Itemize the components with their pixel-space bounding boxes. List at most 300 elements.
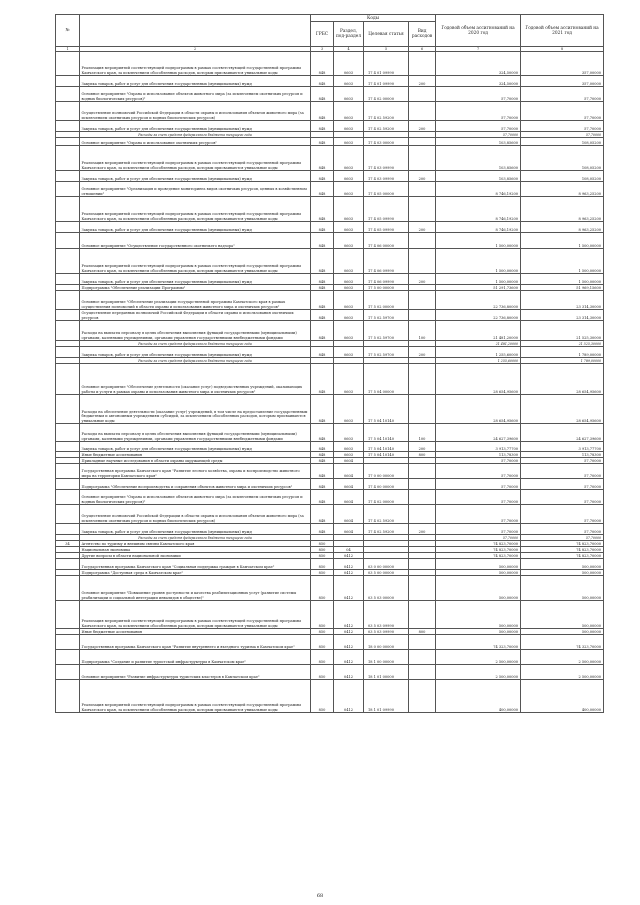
row-name: Реализация мероприятий соответствующей подпрограммы в рамках соответствующей государственной программы Камчатского края, за исключением обособленных расходов, которым присваиваются уникальные коды <box>80 680 311 713</box>
row-name: Основное мероприятие "Повышение уровня доступности и качества реабилитационных услуг (развитие системы реабилитации и социальной интеграции инвалидов в обществе)" <box>80 576 311 601</box>
row-name: Государственная программа Камчатского края "Социальная поддержка граждан в Камчатском крае" <box>80 559 311 570</box>
row-target-article: 17 5 04 10140 <box>364 442 409 452</box>
row-section: 04 <box>334 547 364 553</box>
row-section: 0603 <box>334 285 364 291</box>
row-amount-2021: 500,00000 <box>521 570 604 576</box>
row-name: Расходы за счет средств федерального бюджета текущего года <box>80 132 311 138</box>
row-amount-2021: 74 823,70000 <box>521 541 604 547</box>
row-amount-2021: 74 823,70000 <box>521 553 604 559</box>
row-target-article: 03 5 03 09990 <box>364 601 409 629</box>
row-amount-2021: 1 789,00000 <box>521 347 604 358</box>
row-section: 0604 <box>334 505 364 524</box>
table-row <box>56 479 604 490</box>
row-name: Реализация мероприятий соответствующей подпрограммы в рамках соответствующей государственной программы Камчатского края, за исключением обособленных расходов, которым присваиваются уникальные коды <box>80 601 311 629</box>
row-number <box>56 146 80 171</box>
row-amount-2020: 57,70000 <box>436 102 521 121</box>
row-expense-type: 800 <box>409 452 436 458</box>
table-row <box>56 76 604 87</box>
row-amount-2020: 57,70000 <box>436 87 521 102</box>
header-name <box>80 15 311 47</box>
row-target-article: 17 5 02 00000 <box>364 291 409 310</box>
row-amount-2020: 22 736,80000 <box>436 310 521 321</box>
row-name: Реализация мероприятий соответствующей подпрограммы в рамках соответствующей государственной программы Камчатского края, за исключением обособленных расходов, которым присваиваются уникальные коды <box>80 52 311 76</box>
row-name: Основное мероприятие "Обеспечение деятельности (оказание услуг) подведомственных учреждений, оказывающих работы и услуги в рамках охраны и использования животного мира и охотничьих ресурсов" <box>80 364 311 395</box>
row-section: 0603 <box>334 182 364 197</box>
row-number <box>56 76 80 87</box>
row-name: Основное мероприятие "Обеспечение реализации государственной программы Камчатского края в рамках осуществления полномочий в области охраны и использования животного мира и охотничьих ресурсов" <box>80 291 311 310</box>
row-name: Основное мероприятие "Организация и проведение мониторинга видов охотничьих ресурсов, ценных в хозяйственном отношении" <box>80 182 311 197</box>
row-grbs: 848 <box>311 458 334 464</box>
row-number <box>56 347 80 358</box>
row-number <box>56 635 80 650</box>
row-number <box>56 321 80 341</box>
row-amount-2021: 24 627,39600 <box>521 424 604 442</box>
row-target-article: 17 5 04 10140 <box>364 452 409 458</box>
row-section: 0603 <box>334 364 364 395</box>
row-target-article: 17 4 02 00000 <box>364 87 409 102</box>
row-expense-type <box>409 601 436 629</box>
row-grbs: 850 <box>311 570 334 576</box>
row-amount-2020: 21 481,20000 <box>436 321 521 341</box>
row-expense-type <box>409 102 436 121</box>
row-amount-2021: 108,05200 <box>521 146 604 171</box>
row-amount-2021: 113,78300 <box>521 452 604 458</box>
row-target-article: 17 4 01 09990 <box>364 76 409 87</box>
row-number <box>56 505 80 524</box>
row-grbs: 850 <box>311 559 334 570</box>
row-number <box>56 87 80 102</box>
row-target-article: 03 5 03 09990 <box>364 629 409 635</box>
row-grbs: 850 <box>311 665 334 680</box>
budget-table-body <box>56 52 604 713</box>
row-name: Подпрограмма "Доступная среда в Камчатском крае" <box>80 570 311 576</box>
row-name: Основное мероприятие "Охрана и использование охотничьих ресурсов" <box>80 138 311 146</box>
row-amount-2021: 3 913,77700 <box>521 442 604 452</box>
row-amount-2021: 500,00000 <box>521 601 604 629</box>
index-cell: 6 <box>409 47 436 52</box>
row-amount-2020: 500,00000 <box>436 629 521 635</box>
table-row <box>56 505 604 524</box>
index-cell: 3 <box>311 47 334 52</box>
row-section: 0603 <box>334 347 364 358</box>
row-number <box>56 121 80 132</box>
row-name: Расходы на выплаты персоналу в целях обеспечения выполнения функций государственными (муниципальными) органами, казенными учреждениями, органами управления государственными внебюджетными фондами <box>80 321 311 341</box>
row-amount-2020: 57,70000 <box>436 121 521 132</box>
row-amount-2020: 500,00000 <box>436 576 521 601</box>
row-expense-type <box>409 233 436 249</box>
row-section: 0604 <box>334 464 364 479</box>
row-section: 0603 <box>334 146 364 171</box>
row-name: Государственная программа Камчатского края "Развитие лесного хозяйства, охрана и воспроизводство животного мира на территории Камчатского края" <box>80 464 311 479</box>
row-target-article: 17 4 03 09990 <box>364 146 409 171</box>
row-grbs: 848 <box>311 452 334 458</box>
row-amount-2021: 51 969,15600 <box>521 285 604 291</box>
row-amount-2020: 1 255,60000 <box>436 347 521 358</box>
table-row <box>56 576 604 601</box>
row-name: Прикладные научные исследования в области охраны окружающей среды <box>80 458 311 464</box>
row-name: Расходы за счет средств федерального бюджета текущего года <box>80 358 311 364</box>
page-number: 68 <box>316 893 324 899</box>
row-name: Подпрограмма "Обеспечение реализации Программы" <box>80 285 311 291</box>
index-cell: 8 <box>521 47 604 52</box>
row-amount-2021: 57,70000 <box>521 458 604 464</box>
header-section: Раздел, под-раздел <box>334 22 364 47</box>
table-row <box>56 395 604 424</box>
row-grbs: 848 <box>311 464 334 479</box>
row-number <box>56 479 80 490</box>
row-number <box>56 102 80 121</box>
row-grbs: 848 <box>311 146 334 171</box>
row-expense-type <box>409 146 436 171</box>
row-amount-2020: 57,70000 <box>436 524 521 535</box>
row-number <box>56 182 80 197</box>
row-grbs: 848 <box>311 364 334 395</box>
row-target-article: 17 4 01 09990 <box>364 52 409 76</box>
row-name: Закупка товаров, работ и услуг для обеспечения государственных (муниципальных) нужд <box>80 524 311 535</box>
row-expense-type <box>409 559 436 570</box>
row-amount-2021: 57,70000 <box>521 121 604 132</box>
row-amount-2020: 3 913,77700 <box>436 442 521 452</box>
row-name: Агентство по туризму и внешним связям Камчатского края <box>80 541 311 547</box>
row-section: 0412 <box>334 553 364 559</box>
row-target-article: 17 0 00 00000 <box>364 464 409 479</box>
row-amount-2021: 28 654,95600 <box>521 395 604 424</box>
row-name: Расходы за счет средств федерального бюджета текущего года <box>80 535 311 541</box>
row-number <box>56 464 80 479</box>
row-section: 0603 <box>334 233 364 249</box>
row-amount-2020: 8 746,19200 <box>436 222 521 233</box>
index-cell: 4 <box>334 47 364 52</box>
row-amount-2021: 1 500,00000 <box>521 249 604 274</box>
header-year-2020: Годовой объем ассигнований на 2020 год <box>436 15 521 47</box>
row-name: Основное мероприятие "Охрана и использование объектов животного мира (за исключением охотничьих ресурсов и водных биологических ресурсов)" <box>80 490 311 505</box>
row-expense-type <box>409 505 436 524</box>
table-row <box>56 364 604 395</box>
row-target-article: 03 5 03 00000 <box>364 576 409 601</box>
row-name: Основное мероприятие "Охрана и использование объектов животного мира (за исключением охотничьих ресурсов и водных биологических ресурсов)" <box>80 87 311 102</box>
row-grbs: 848 <box>311 121 334 132</box>
row-target-article: 17 4 05 00000 <box>364 182 409 197</box>
header-target: Целевая статья <box>364 22 409 47</box>
row-grbs: 850 <box>311 629 334 635</box>
row-target-article: 17 4 02 59200 <box>364 505 409 524</box>
row-grbs: 850 <box>311 547 334 553</box>
row-expense-type <box>409 479 436 490</box>
row-section: 0603 <box>334 249 364 274</box>
row-target-article: 17 5 04 00000 <box>364 364 409 395</box>
row-number <box>56 524 80 535</box>
table-row <box>56 321 604 341</box>
row-number <box>56 665 80 680</box>
row-amount-2020: 500,00000 <box>436 559 521 570</box>
row-section: 0412 <box>334 635 364 650</box>
row-amount-2021: 57,70000 <box>521 102 604 121</box>
row-amount-2021: 357,00000 <box>521 76 604 87</box>
row-amount-2020: 103,85600 <box>436 146 521 171</box>
row-number <box>56 650 80 665</box>
row-grbs: 848 <box>311 197 334 222</box>
row-expense-type <box>409 87 436 102</box>
row-amount-2020: 28 654,95600 <box>436 364 521 395</box>
row-amount-2020: 2 500,00000 <box>436 665 521 680</box>
row-section: 0412 <box>334 570 364 576</box>
row-expense-type: 200 <box>409 171 436 182</box>
row-target-article: 17 4 05 09990 <box>364 222 409 233</box>
row-amount-2021: 357,00000 <box>521 52 604 76</box>
row-amount-2020: 57,70000 <box>436 132 521 138</box>
row-amount-2021: 28 654,95600 <box>521 364 604 395</box>
row-expense-type: 800 <box>409 629 436 635</box>
row-number <box>56 442 80 452</box>
row-amount-2020: 21 481,20000 <box>436 341 521 347</box>
row-grbs: 848 <box>311 321 334 341</box>
row-expense-type <box>409 364 436 395</box>
row-section: 0603 <box>334 291 364 310</box>
row-amount-2020: 8 746,19200 <box>436 182 521 197</box>
row-expense-type <box>409 291 436 310</box>
budget-table-sheet <box>55 14 603 713</box>
row-name: Реализация мероприятий соответствующей подпрограммы в рамках соответствующей государственной программы Камчатского края, за исключением обособленных расходов, которым присваиваются уникальные коды <box>80 249 311 274</box>
row-grbs: 850 <box>311 680 334 713</box>
row-name: Иные бюджетные ассигнования <box>80 452 311 458</box>
row-grbs: 848 <box>311 505 334 524</box>
row-expense-type <box>409 680 436 713</box>
row-section: 0412 <box>334 576 364 601</box>
row-target-article: 17 5 04 10140 <box>364 424 409 442</box>
row-number <box>56 171 80 182</box>
row-name: Закупка товаров, работ и услуг для обеспечения государственных (муниципальных) нужд <box>80 274 311 285</box>
row-name: Реализация мероприятий соответствующей подпрограммы в рамках соответствующей государственной программы Камчатского края, за исключением обособленных расходов, которым присваиваются уникальные коды <box>80 197 311 222</box>
row-name: Расходы на обеспечение деятельности (оказание услуг) учреждений, в том числе на предоставление государственным бюджетным и автономным учреждениям субсидий, за исключением обособленных расходов, которым присваиваются уникальные коды <box>80 395 311 424</box>
row-amount-2021: 8 963,25200 <box>521 222 604 233</box>
row-name: Основное мероприятие "Осуществление государственного охотничьего надзора" <box>80 233 311 249</box>
row-expense-type <box>409 490 436 505</box>
row-section: 0603 <box>334 395 364 424</box>
row-amount-2020: 74 323,70000 <box>436 635 521 650</box>
row-grbs: 848 <box>311 138 334 146</box>
row-name: Государственная программа Камчатского края "Развитие внутреннего и въездного туризма в Камчатском крае" <box>80 635 311 650</box>
row-expense-type: 200 <box>409 524 436 535</box>
row-expense-type: 200 <box>409 121 436 132</box>
table-row <box>56 121 604 132</box>
row-amount-2021: 108,05200 <box>521 171 604 182</box>
row-grbs: 848 <box>311 395 334 424</box>
row-amount-2020: 1 500,00000 <box>436 233 521 249</box>
row-name: Основное мероприятие "Развитие инфраструктуры туристских кластеров в Камчатском крае" <box>80 665 311 680</box>
row-amount-2020: 57,70000 <box>436 505 521 524</box>
row-grbs: 848 <box>311 424 334 442</box>
row-name: Закупка товаров, работ и услуг для обеспечения государственных (муниципальных) нужд <box>80 171 311 182</box>
row-number <box>56 424 80 442</box>
row-amount-2020: 22 736,80000 <box>436 291 521 310</box>
row-name: Реализация мероприятий соответствующей подпрограммы в рамках соответствующей государственной программы Камчатского края, за исключением обособленных расходов, которым присваиваются уникальные коды <box>80 146 311 171</box>
row-section: 0412 <box>334 629 364 635</box>
row-grbs: 848 <box>311 76 334 87</box>
row-grbs: 850 <box>311 553 334 559</box>
row-section: 0603 <box>334 442 364 452</box>
row-target-article: 17 4 05 09990 <box>364 197 409 222</box>
row-amount-2021: 21 525,30000 <box>521 341 604 347</box>
table-row <box>56 424 604 442</box>
row-name: Осуществление переданных полномочий Российской Федерации в области охраны и использования охотничьих ресурсов <box>80 310 311 321</box>
row-number <box>56 601 80 629</box>
header-num: № <box>56 15 80 47</box>
table-row <box>56 52 604 76</box>
row-grbs: 848 <box>311 233 334 249</box>
row-amount-2020: 57,70000 <box>436 490 521 505</box>
table-row <box>56 442 604 452</box>
row-grbs: 848 <box>311 52 334 76</box>
row-amount-2020: 24 627,39600 <box>436 424 521 442</box>
table-row <box>56 310 604 321</box>
row-grbs: 848 <box>311 222 334 233</box>
row-number <box>56 559 80 570</box>
row-number <box>56 310 80 321</box>
row-amount-2020: 324,50000 <box>436 52 521 76</box>
table-row <box>56 102 604 121</box>
row-target-article: 18 1 01 09990 <box>364 680 409 713</box>
row-amount-2020: 103,85600 <box>436 138 521 146</box>
row-section: 0604 <box>334 490 364 505</box>
row-amount-2020: 324,50000 <box>436 76 521 87</box>
row-name: Закупка товаров, работ и услуг для обеспечения государственных (муниципальных) нужд <box>80 121 311 132</box>
row-amount-2020: 103,85600 <box>436 171 521 182</box>
row-amount-2021: 74 323,70000 <box>521 635 604 650</box>
row-target-article: 17 4 06 00000 <box>364 233 409 249</box>
row-section: 0603 <box>334 121 364 132</box>
row-grbs: 850 <box>311 650 334 665</box>
row-section: 0603 <box>334 76 364 87</box>
row-section: 0603 <box>334 222 364 233</box>
row-expense-type <box>409 249 436 274</box>
row-name: Иные бюджетные ассигнования <box>80 629 311 635</box>
row-section: 0603 <box>334 102 364 121</box>
row-section: 0603 <box>334 310 364 321</box>
table-row <box>56 197 604 222</box>
table-row <box>56 464 604 479</box>
row-grbs: 848 <box>311 291 334 310</box>
row-number <box>56 233 80 249</box>
row-section: 0603 <box>334 87 364 102</box>
row-number <box>56 249 80 274</box>
row-amount-2021: 57,70000 <box>521 87 604 102</box>
table-row <box>56 182 604 197</box>
row-expense-type: 200 <box>409 76 436 87</box>
row-expense-type <box>409 197 436 222</box>
row-expense-type <box>409 665 436 680</box>
row-number <box>56 138 80 146</box>
row-target-article: 17 5 02 59700 <box>364 321 409 341</box>
row-amount-2020: 1 255,60000 <box>436 358 521 364</box>
row-grbs: 848 <box>311 274 334 285</box>
row-target-article: 03 5 00 00000 <box>364 570 409 576</box>
header-row-top <box>56 15 604 22</box>
header-vid: Вид расходов <box>409 22 436 47</box>
row-section: 0603 <box>334 424 364 442</box>
row-amount-2021: 57,70000 <box>521 505 604 524</box>
table-row <box>56 138 604 146</box>
table-row <box>56 347 604 358</box>
row-amount-2020: 74 823,70000 <box>436 553 521 559</box>
header-year-2021: Годовой объем ассигнований на 2021 год <box>521 15 604 47</box>
row-amount-2021: 8 963,25200 <box>521 182 604 197</box>
table-row <box>56 233 604 249</box>
row-section: 0603 <box>334 452 364 458</box>
table-row <box>56 524 604 535</box>
row-grbs: 848 <box>311 249 334 274</box>
row-section: 0603 <box>334 171 364 182</box>
row-amount-2021: 57,70000 <box>521 479 604 490</box>
row-grbs: 850 <box>311 635 334 650</box>
row-target-article: 17 4 00 00000 <box>364 479 409 490</box>
row-name: Осуществление полномочий Российской Федерации в области охраны и использования объектов животного мира (за исключением охотничьих ресурсов и водных биологических ресурсов) <box>80 102 311 121</box>
row-section: 0603 <box>334 197 364 222</box>
row-expense-type: 200 <box>409 274 436 285</box>
row-section: 0603 <box>334 321 364 341</box>
row-amount-2020: 57,70000 <box>436 458 521 464</box>
row-number <box>56 490 80 505</box>
header-codes-group: Коды <box>311 15 436 22</box>
row-amount-2021: 108,05200 <box>521 138 604 146</box>
row-name: Закупка товаров, работ и услуг для обеспечения государственных (муниципальных) нужд <box>80 347 311 358</box>
row-section: 0412 <box>334 665 364 680</box>
row-expense-type: 200 <box>409 442 436 452</box>
row-grbs: 850 <box>311 576 334 601</box>
row-amount-2020: 1 500,00000 <box>436 249 521 274</box>
row-grbs: 848 <box>311 87 334 102</box>
row-amount-2020: 400,00000 <box>436 680 521 713</box>
row-name: Национальная экономика <box>80 547 311 553</box>
row-expense-type <box>409 576 436 601</box>
row-target-article: 17 5 02 59700 <box>364 347 409 358</box>
row-grbs: 848 <box>311 102 334 121</box>
row-grbs: 848 <box>311 171 334 182</box>
index-cell: 2 <box>80 47 311 52</box>
row-grbs: 848 <box>311 479 334 490</box>
row-grbs: 848 <box>311 347 334 358</box>
table-row <box>56 171 604 182</box>
row-grbs: 848 <box>311 310 334 321</box>
table-row <box>56 490 604 505</box>
row-section: 0604 <box>334 458 364 464</box>
row-grbs: 848 <box>311 285 334 291</box>
row-target-article: 18 1 01 00000 <box>364 665 409 680</box>
row-section: 0412 <box>334 650 364 665</box>
row-target-article: 17 4 03 00000 <box>364 138 409 146</box>
row-grbs: 848 <box>311 182 334 197</box>
row-expense-type <box>409 635 436 650</box>
row-amount-2020: 500,00000 <box>436 570 521 576</box>
row-amount-2021: 23 314,30000 <box>521 310 604 321</box>
table-row <box>56 635 604 650</box>
row-section: 0412 <box>334 601 364 629</box>
row-amount-2021: 57,70000 <box>521 524 604 535</box>
row-number <box>56 274 80 285</box>
row-amount-2020: 1 500,00000 <box>436 274 521 285</box>
table-row <box>56 680 604 713</box>
row-target-article: 17 4 02 59200 <box>364 121 409 132</box>
row-grbs: 848 <box>311 524 334 535</box>
row-section: 0412 <box>334 680 364 713</box>
row-target-article: 17 4 06 09990 <box>364 249 409 274</box>
row-target-article: 17 4 02 00000 <box>364 490 409 505</box>
row-amount-2021: 1 500,00000 <box>521 274 604 285</box>
row-expense-type: 200 <box>409 222 436 233</box>
row-name: Подпрограмма "Обеспечение воспроизводства и сохранения объектов животного мира и охотничьих ресурсов" <box>80 479 311 490</box>
row-amount-2020: 8 746,19200 <box>436 197 521 222</box>
index-cell: 7 <box>436 47 521 52</box>
table-row <box>56 146 604 171</box>
